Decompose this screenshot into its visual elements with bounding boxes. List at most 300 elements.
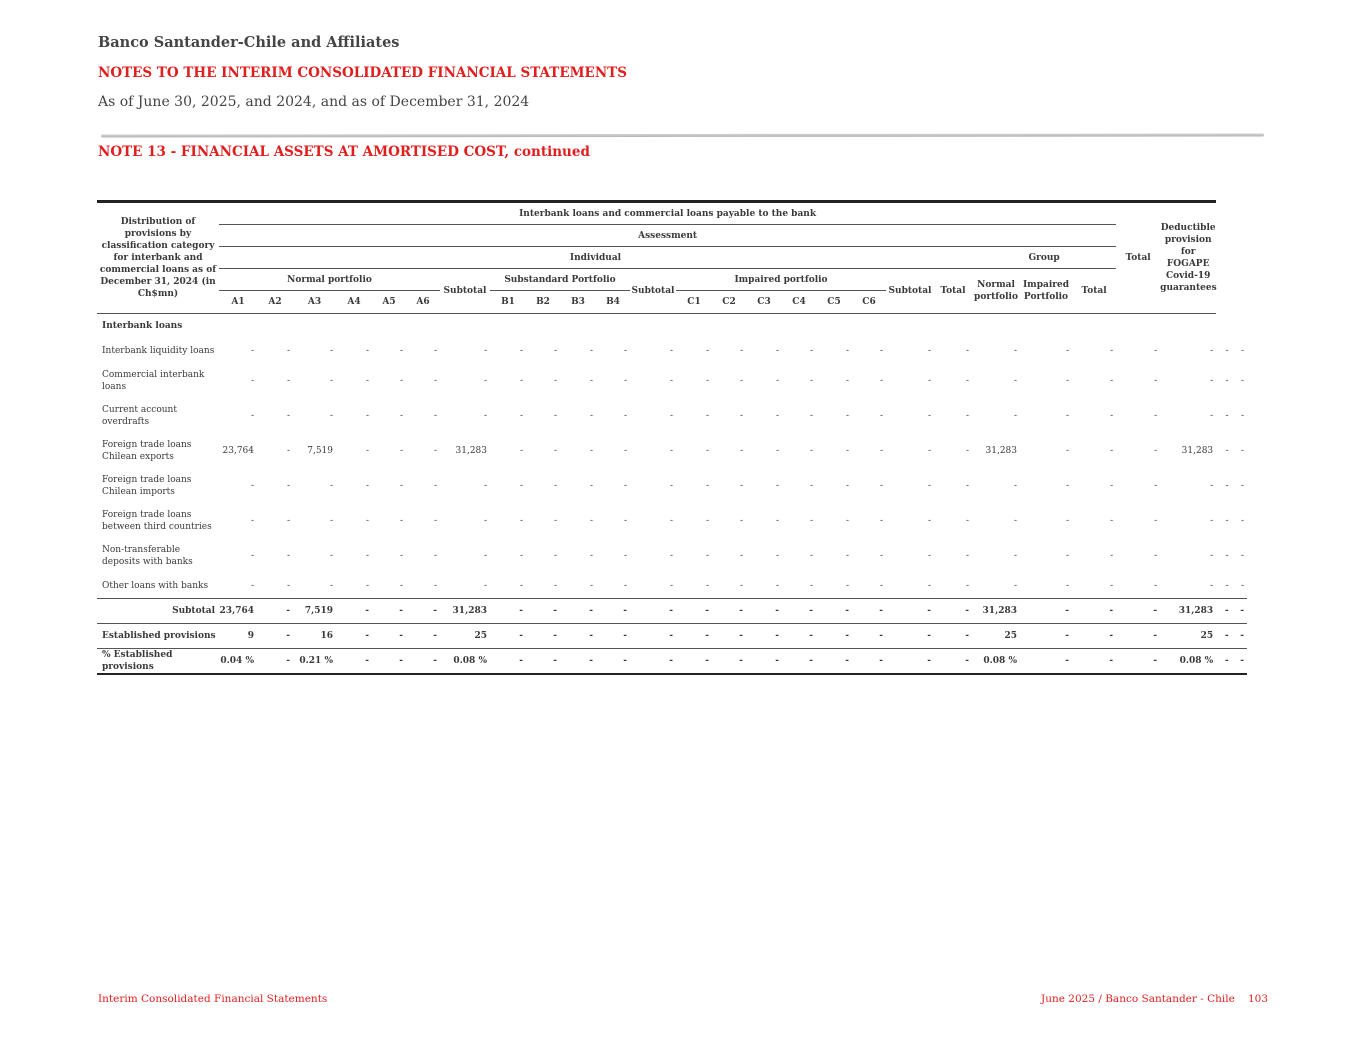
row-label: % Established provisions [97,649,219,675]
table-cell: - [433,550,437,561]
table-cell: - [809,445,813,456]
table-cell: - [739,375,743,386]
col-c3: C3 [746,291,782,314]
table-cell: - [879,410,883,421]
table-cell: - [623,550,627,561]
table-cell: - [1013,550,1017,561]
table-cell: - [490,573,526,599]
table-cell: - [336,599,372,624]
table-cell: - [286,515,290,526]
table-cell: - [927,550,931,561]
table-cell: - [965,550,969,561]
table-cell: - [845,550,849,561]
table-cell: - [399,375,403,386]
table-cell: - [336,573,372,599]
table-cell: - [816,599,852,624]
table-cell: - [1116,599,1160,624]
table-cell: - [705,345,709,356]
row-label: Other loans with banks [97,573,219,599]
table-cell: - [596,599,630,624]
table-cell: - [596,624,630,649]
table-cell: - [1013,480,1017,491]
table-cell: - [746,573,782,599]
table-cell: - [250,480,254,491]
table-cell: - [596,573,630,599]
table-cell: - [1216,649,1231,675]
table-cell: - [329,515,333,526]
table-cell: - [965,515,969,526]
table-cell: - [560,599,596,624]
table-cell: - [782,624,816,649]
row-label: Foreign trade loans Chilean exports [102,439,192,462]
table-cell: - [553,480,557,491]
table-cell: - [1116,649,1160,675]
table-cell: - [365,480,369,491]
table-cell: - [399,445,403,456]
table-cell: 0.08 % [440,649,490,675]
table-cell: - [1232,573,1247,599]
table-cell: - [490,649,526,675]
table-cell: - [433,410,437,421]
table-cell: - [739,515,743,526]
table-cell: - [1065,515,1069,526]
table-cell: - [845,345,849,356]
table-cell: - [293,573,336,599]
table-cell: - [399,550,403,561]
col-c4: C4 [782,291,816,314]
table-cell: - [1116,624,1160,649]
table-cell: - [623,410,627,421]
header-impaired-portfolio: Impaired portfolio [676,269,886,291]
table-cell: - [1020,599,1072,624]
table-cell: - [845,410,849,421]
table-cell: - [705,480,709,491]
table-cell: - [433,480,437,491]
table-cell: - [965,410,969,421]
provisions-table-container [97,200,1247,675]
table-cell: - [1110,515,1114,526]
table-cell: - [433,345,437,356]
table-cell: - [257,624,293,649]
table-cell: - [1232,624,1247,649]
col-a4: A4 [336,291,372,314]
table-cell: - [1110,410,1114,421]
table-cell: - [1065,550,1069,561]
header-total-outer: Total [1116,202,1160,314]
table-cell: - [1216,624,1231,649]
table-cell: - [1020,573,1072,599]
table-cell: - [1020,624,1072,649]
table-cell: - [705,550,709,561]
table-cell: - [372,599,406,624]
table-cell: - [879,550,883,561]
table-cell: - [406,649,440,675]
table-cell: - [623,445,627,456]
table-cell: - [1013,515,1017,526]
table-cell: - [1110,550,1114,561]
table-cell: - [1210,375,1214,386]
col-a2: A2 [257,291,293,314]
header-individual: Individual [219,247,972,269]
row-label: Commercial interbank loans [102,369,205,392]
table-cell: - [519,550,523,561]
table-cell: - [589,375,593,386]
table-cell: 31,283 [972,599,1020,624]
table-cell: - [934,649,972,675]
table-cell: - [705,375,709,386]
table-cell: 25 [440,624,490,649]
table-cell: - [739,550,743,561]
table-cell: - [490,624,526,649]
table-cell: 31,283 [455,445,487,456]
table-cell: - [560,624,596,649]
table-cell: - [965,345,969,356]
table-cell: - [623,375,627,386]
table-cell: - [630,573,676,599]
table-cell: - [519,445,523,456]
table-cell: - [483,480,487,491]
table-cell: - [1232,599,1247,624]
table-cell: - [399,515,403,526]
table-cell: - [669,550,673,561]
table-cell: 25 [1160,624,1216,649]
table-cell: - [589,480,593,491]
table-cell: - [1154,445,1158,456]
table-cell: - [483,515,487,526]
header-subtotal-b: Subtotal [630,269,676,314]
table-cell: - [553,345,557,356]
table-cell: - [372,624,406,649]
table-cell: - [782,599,816,624]
table-cell: - [553,410,557,421]
table-cell: - [816,573,852,599]
row-label: Interbank liquidity loans [102,345,215,356]
table-cell: - [1240,345,1244,356]
table-cell: - [852,649,886,675]
col-c5: C5 [816,291,852,314]
table-cell: - [433,515,437,526]
table-row [97,624,1247,649]
table-cell: - [705,410,709,421]
table-cell: - [483,345,487,356]
table-cell: - [553,515,557,526]
table-cell: - [927,515,931,526]
table-cell: - [1013,345,1017,356]
table-corner-header: Distribution of provisions by classification category for interbank and commercial loans as of December 31, 2024 (in Ch$mn) [97,202,219,314]
table-cell: - [1154,375,1158,386]
header-group-total: Total [1072,269,1116,314]
table-cell: 0.08 % [972,649,1020,675]
table-body [97,314,1247,675]
table-cell: - [879,515,883,526]
table-cell: - [676,649,712,675]
table-cell: - [329,345,333,356]
row-label: Non-transferable deposits with banks [102,544,193,567]
table-cell: - [526,573,560,599]
table-cell: - [775,410,779,421]
table-cell: - [630,599,676,624]
table-cell: - [972,573,1020,599]
table-cell: - [560,649,596,675]
table-cell: - [1225,375,1229,386]
header-deductible: Deductible provision for FOGAPE Covid-19 guarantees [1160,202,1216,314]
period-text: As of June 30, 2025, and 2024, and as of December 31, 2024 [98,94,530,110]
table-row [97,468,1247,503]
table-cell: - [1154,480,1158,491]
table-cell: - [669,480,673,491]
table-cell: - [286,480,290,491]
table-cell: - [1110,445,1114,456]
table-cell: - [440,573,490,599]
table-cell: - [676,573,712,599]
table-cell: - [399,410,403,421]
table-cell: - [589,445,593,456]
table-cell: - [746,649,782,675]
table-cell: - [1240,480,1244,491]
table-row [97,573,1247,599]
table-cell: - [365,445,369,456]
table-cell: - [365,375,369,386]
table-cell: - [1072,624,1116,649]
col-a6: A6 [406,291,440,314]
table-cell: - [1072,649,1116,675]
table-cell: - [1154,345,1158,356]
table-cell: - [286,375,290,386]
table-cell: - [365,515,369,526]
table-cell: - [775,515,779,526]
table-cell: - [519,480,523,491]
table-cell: 31,283 [1181,445,1214,456]
table-cell: - [399,480,403,491]
header-subtotal-c: Subtotal [886,269,934,314]
col-b2: B2 [526,291,560,314]
table-cell: - [1072,599,1116,624]
table-cell: - [879,480,883,491]
table-cell: - [372,573,406,599]
table-cell: 16 [293,624,336,649]
table-cell: - [669,445,673,456]
table-cell: - [1065,375,1069,386]
section-label: Interbank loans [102,321,183,331]
table-cell: - [845,515,849,526]
table-cell: - [886,599,934,624]
table-cell: - [739,345,743,356]
table-cell: - [965,480,969,491]
table-cell: - [406,599,440,624]
table-cell: - [589,345,593,356]
table-cell: - [934,573,972,599]
table-cell: - [519,375,523,386]
table-cell: - [809,345,813,356]
table-cell: - [630,624,676,649]
table-cell: - [669,375,673,386]
col-b4: B4 [596,291,630,314]
col-a5: A5 [372,291,406,314]
table-cell: - [775,550,779,561]
table-cell: - [782,649,816,675]
table-cell: - [483,410,487,421]
table-cell: - [775,445,779,456]
col-b1: B1 [490,291,526,314]
table-cell: - [852,599,886,624]
table-cell: - [705,445,709,456]
table-cell: - [519,410,523,421]
table-cell: - [286,445,290,456]
table-cell: - [775,375,779,386]
table-cell: 31,283 [985,445,1017,456]
table-cell: 9 [219,624,257,649]
table-cell: - [676,624,712,649]
table-cell: - [879,345,883,356]
table-cell: - [1216,573,1231,599]
table-row [97,433,1247,468]
table-cell: - [1240,550,1244,561]
table-cell: - [433,375,437,386]
col-a3: A3 [293,291,336,314]
table-cell: - [816,624,852,649]
table-cell: - [250,345,254,356]
page-number: 103 [1248,993,1269,1005]
table-cell: - [1210,515,1214,526]
table-cell: - [879,375,883,386]
table-cell: - [286,410,290,421]
table-cell: - [490,599,526,624]
table-cell: - [1232,649,1247,675]
table-row [97,338,1247,363]
header-group-normal: Normal portfolio [972,269,1020,314]
table-cell: - [845,375,849,386]
table-cell: - [1072,573,1116,599]
row-label: Current account overdrafts [102,404,177,427]
table-cell: - [809,410,813,421]
table-cell: - [669,515,673,526]
table-cell: - [739,410,743,421]
table-cell: - [712,599,746,624]
table-cell: - [712,624,746,649]
table-cell: - [630,649,676,675]
table-cell: - [560,573,596,599]
table-cell: - [1210,410,1214,421]
table-cell: - [1240,375,1244,386]
table-cell: - [589,410,593,421]
col-c1: C1 [676,291,712,314]
table-cell: - [845,445,849,456]
row-label: Foreign trade loans Chilean imports [102,474,192,497]
table-cell: - [1210,345,1214,356]
table-cell: - [1110,345,1114,356]
table-cell: - [739,445,743,456]
col-b3: B3 [560,291,596,314]
header-subtotal-a: Subtotal [440,269,490,314]
table-cell: - [1116,573,1160,599]
table-cell: - [1225,480,1229,491]
table-cell: - [250,410,254,421]
table-row [97,599,1247,624]
table-cell: - [336,624,372,649]
table-cell: - [712,573,746,599]
row-label: Foreign trade loans between third countries [102,509,212,532]
table-cell: - [927,375,931,386]
table-cell: - [852,624,886,649]
table-cell: - [1110,480,1114,491]
footer-left: Interim Consolidated Financial Statements [98,993,328,1005]
table-cell: 0.21 % [293,649,336,675]
provisions-table [97,200,1247,675]
table-cell: 0.04 % [219,649,257,675]
table-cell: - [927,345,931,356]
table-cell: - [589,515,593,526]
table-cell: - [329,375,333,386]
table-cell: - [669,410,673,421]
table-cell: - [1240,445,1244,456]
table-cell: - [809,480,813,491]
table-cell: - [816,649,852,675]
table-cell: - [553,550,557,561]
header-assessment: Assessment [219,225,1116,247]
table-cell: - [1065,345,1069,356]
table-cell: - [1225,550,1229,561]
table-cell: - [623,515,627,526]
table-cell: - [886,624,934,649]
note-title: NOTE 13 - FINANCIAL ASSETS AT AMORTISED COST, continued [98,144,590,160]
table-cell: - [934,599,972,624]
col-a1: A1 [219,291,257,314]
table-cell: - [336,649,372,675]
table-cell: - [526,599,560,624]
table-cell: - [1225,515,1229,526]
table-cell: - [483,375,487,386]
table-cell: - [809,375,813,386]
table-cell: - [526,624,560,649]
table-cell: - [879,445,883,456]
table-cell: - [927,480,931,491]
table-cell: - [286,345,290,356]
table-cell: - [746,624,782,649]
table-cell: - [809,550,813,561]
row-label: Established provisions [97,624,219,649]
table-cell: - [1065,445,1069,456]
table-cell: - [782,573,816,599]
table-cell: - [1013,410,1017,421]
table-row [97,538,1247,573]
table-cell: - [526,649,560,675]
table-cell: 0.08 % [1160,649,1216,675]
table-row [97,503,1247,538]
table-cell: - [705,515,709,526]
table-cell: - [257,573,293,599]
notes-title: NOTES TO THE INTERIM CONSOLIDATED FINANCIAL STATEMENTS [98,65,627,81]
table-cell: - [250,515,254,526]
table-cell: - [519,345,523,356]
header-normal-portfolio: Normal portfolio [219,269,440,291]
table-cell: - [329,480,333,491]
table-cell: - [1225,445,1229,456]
table-cell: - [1240,410,1244,421]
table-cell: - [1210,550,1214,561]
table-cell: - [886,573,934,599]
table-cell: - [669,345,673,356]
table-cell: - [1160,573,1216,599]
table-cell: - [1065,410,1069,421]
header-total-individual: Total [934,269,972,314]
table-cell: - [1216,599,1231,624]
header-group-impaired: Impaired Portfolio [1020,269,1072,314]
table-cell: - [519,515,523,526]
table-cell: 23,764 [222,445,254,456]
table-cell: 7,519 [307,445,333,456]
table-cell: - [775,480,779,491]
table-cell: - [623,345,627,356]
